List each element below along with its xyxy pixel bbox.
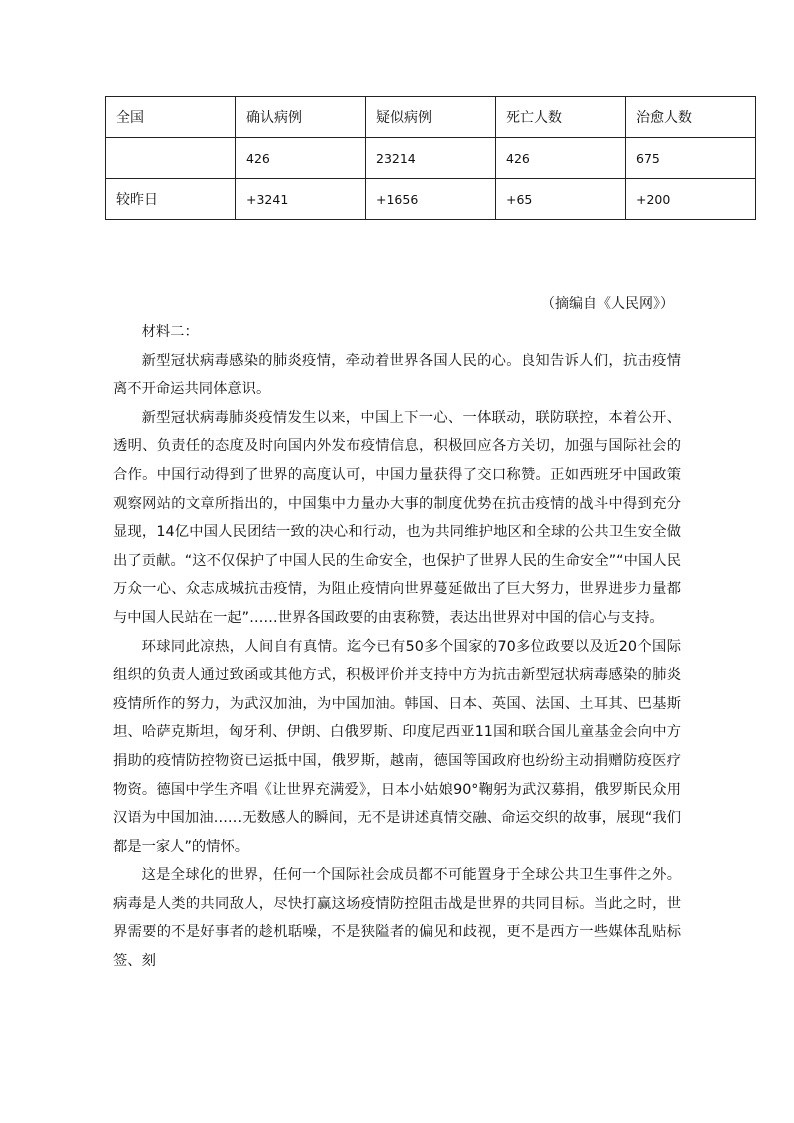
table-header-row — [106, 97, 756, 138]
paragraph: 新型冠状病毒感染的肺炎疫情，牵动着世界各国人民的心。良知告诉人们，抗击疫情离不开命运共同体意识。 — [113, 352, 681, 398]
statistics-table — [105, 96, 756, 220]
table-cell: 675 — [626, 138, 756, 179]
table-cell — [106, 138, 236, 179]
article-body — [113, 318, 681, 976]
table-row — [106, 179, 756, 220]
table-cell: 确认病例 — [236, 97, 366, 138]
table-cell: 疑似病例 — [366, 97, 496, 138]
table-row — [106, 138, 756, 179]
paragraph: 这是全球化的世界，任何一个国际社会成员都不可能置身于全球公共卫生事件之外。病毒是人类的共同敌人，尽快打赢这场疫情防控阻击战是世界的共同目标。当此之时，世界需要的不是好事者的趁机聒噪，不是狭隘者的偏见和歧视，更不是西方一些媒体乱贴标签、刻 — [113, 867, 681, 970]
table-cell: 死亡人数 — [496, 97, 626, 138]
table-cell: +65 — [496, 179, 626, 220]
table-cell: 426 — [496, 138, 626, 179]
table-cell: 全国 — [106, 97, 236, 138]
table-cell: 较昨日 — [106, 179, 236, 220]
section-label: 材料二： — [141, 324, 199, 340]
table-cell: +3241 — [236, 179, 366, 220]
table-cell: +1656 — [366, 179, 496, 220]
paragraph: 环球同此凉热，人间自有真情。迄今已有50多个国家的70多位政要以及近20个国际组织的负责人通过致函或其他方式，积极评价并支持中方为抗击新型冠状病毒感染的肺炎疫情所作的努力，为武汉加油，为中国加油。韩国、日本、英国、法国、土耳其、巴基斯坦、哈萨克斯坦，匈牙利、伊朗、白俄罗斯、印度尼西亚11国和联合国儿童基金会向中方捐助的疫情防控物资已运抵中国，俄罗斯，越南，德国等国政府也纷纷主动捐赠防疫医疗物资。德国中学生齐唱《让世界充满爱》，日本小姑娘90°鞠躬为武汉募捐，俄罗斯民众用汉语为中国加油……无数感人的瞬间，无不是讲述真情交融、命运交织的故事，展现“我们都是一家人”的情怀。 — [113, 638, 681, 855]
table-cell: 治愈人数 — [626, 97, 756, 138]
table-cell: 426 — [236, 138, 366, 179]
source-citation: （摘编自《人民网》） — [541, 296, 674, 312]
table-cell: +200 — [626, 179, 756, 220]
table-cell: 23214 — [366, 138, 496, 179]
paragraph: 新型冠状病毒肺炎疫情发生以来，中国上下一心、一体联动，联防联控，本着公开、透明、负责任的态度及时向国内外发布疫情信息，积极回应各方关切，加强与国际社会的合作。中国行动得到了世界的高度认可，中国力量获得了交口称赞。正如西班牙中国政策观察网站的文章所指出的，中国集中力量办大事的制度优势在抗击疫情的战斗中得到充分显现，14亿中国人民团结一致的决心和行动，也为共同维护地区和全球的公共卫生安全做出了贡献。“这不仅保护了中国人民的生命安全，也保护了世界人民的生命安全”“中国人民万众一心、众志成城抗击疫情，为阻止疫情向世界蔓延做出了巨大努力，世界进步力量都与中国人民站在一起”……世界各国政要的由衷称赞，表达出世界对中国的信心与支持。 — [113, 409, 681, 626]
